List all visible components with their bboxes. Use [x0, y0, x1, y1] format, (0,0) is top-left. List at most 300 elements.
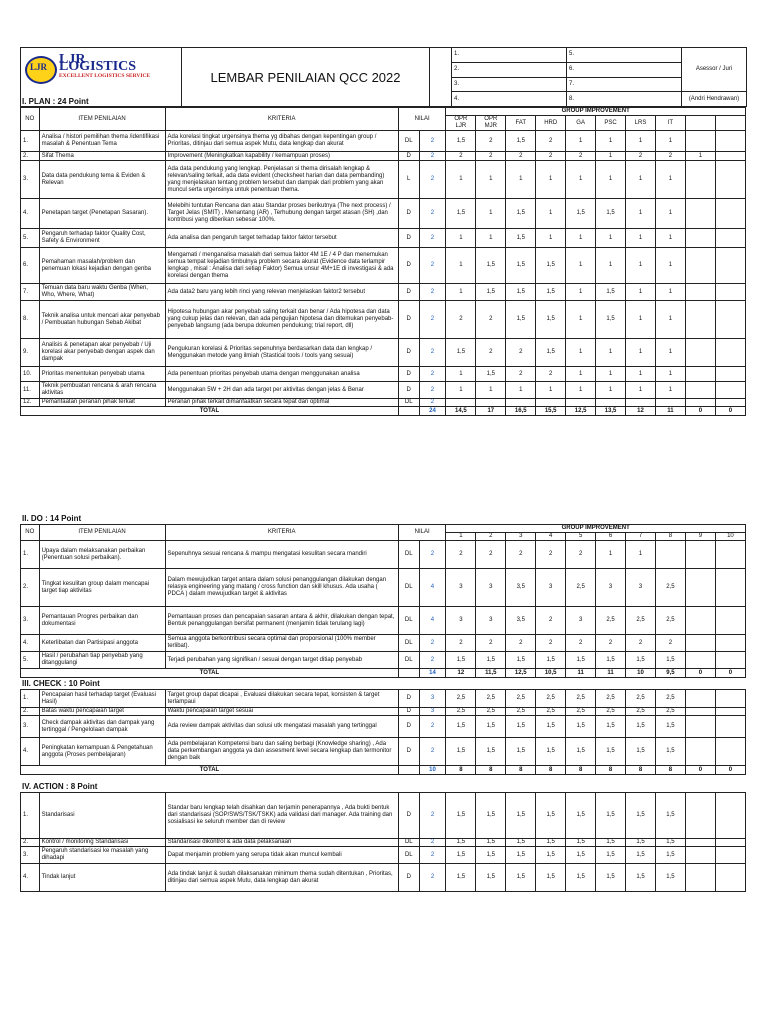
row-nilai: 2 — [419, 839, 446, 847]
col-item: ITEM PENILAIAN — [39, 108, 165, 131]
row-score: 1,5 — [446, 131, 476, 152]
row-score: 2 — [506, 339, 536, 367]
slot-1: 1. — [452, 48, 567, 63]
row-nilai: 2 — [419, 652, 446, 669]
row-score: 1,5 — [476, 716, 506, 738]
row-score: 1,5 — [476, 864, 506, 892]
group-col-2: 2 — [476, 533, 506, 541]
row-score — [685, 367, 715, 382]
row-score: 1,5 — [626, 738, 656, 766]
row-score — [506, 399, 536, 407]
row-score — [446, 399, 476, 407]
row-score: 1,5 — [446, 847, 476, 864]
row-nilai: 2 — [419, 716, 446, 738]
row-score: 3,5 — [506, 569, 536, 607]
row-no: 4. — [21, 635, 40, 652]
row-nilai: 4 — [419, 607, 446, 635]
row-score: 1,5 — [536, 864, 566, 892]
row-score: 1,5 — [506, 131, 536, 152]
total-score: 0 — [715, 669, 745, 678]
row-score: 2,5 — [566, 708, 596, 716]
row-item: Tingkat kesulitan group dalam mencapai target tiap aktivitas — [39, 569, 165, 607]
row-score — [715, 399, 745, 407]
row-score — [685, 382, 715, 399]
row-score: 2,5 — [446, 708, 476, 716]
total-score: 8 — [656, 766, 686, 775]
row-score: 1 — [655, 301, 685, 339]
row-nilai: 2 — [419, 793, 446, 839]
row-score: 2 — [566, 541, 596, 569]
row-score: 2 — [446, 635, 476, 652]
total-row — [21, 766, 746, 775]
row-score — [685, 708, 715, 716]
row-no: 5. — [21, 229, 40, 248]
row-nilai: 4 — [419, 569, 446, 607]
total-score: 0 — [715, 407, 745, 416]
row-dl: D — [398, 284, 419, 301]
group-col-1: OPR LJR — [446, 116, 476, 131]
row-score — [715, 541, 745, 569]
row-nilai: 2 — [419, 284, 446, 301]
total-score: 11 — [566, 669, 596, 678]
row-score: 1,5 — [536, 284, 566, 301]
row-dl: D — [398, 248, 419, 284]
row-score: 1,5 — [506, 738, 536, 766]
row-kriteria: Semua anggota berkontribusi secara optimal dan proporsional (100% member terlibat). — [165, 635, 398, 652]
row-score: 1,5 — [506, 248, 536, 284]
row-kriteria: Standar baru lengkap telah disahkan dan terjamin penerapannya , Ada bukti bentuk dari standarisasi (SOP/SWS/TSK/TSKK) ada validasi dari manager. Ada training dan sosialisasi ke seluruh member dan di review — [165, 793, 398, 839]
row-score: 2,5 — [566, 690, 596, 708]
row-no: 2. — [21, 839, 40, 847]
row-no: 1. — [21, 541, 40, 569]
row-score: 1,5 — [596, 793, 626, 839]
row-score: 1,5 — [626, 839, 656, 847]
row-item: Hasil / perubahan tiap penyebab yang ditanggulangi — [39, 652, 165, 669]
group-col-3: FAT — [506, 116, 536, 131]
row-kriteria: Ada analisa dan pengaruh target terhadap faktor faktor tersebut — [165, 229, 398, 248]
row-dl: DL — [398, 131, 419, 152]
row-kriteria: Dalam mewujudkan target antara dalam solusi penanggulangan dilakukan dengan relasya engineering yang matang / cross function dan skill khusus. Ada usaha ( PDCA ) dalam mewujudkan target & aktivitas — [165, 569, 398, 607]
row-score — [715, 864, 745, 892]
row-score: 1,5 — [566, 847, 596, 864]
row-score — [685, 131, 715, 152]
row-score: 1,5 — [566, 738, 596, 766]
row-score — [715, 569, 745, 607]
assessor-name: (Andri Hendrawan) — [682, 92, 747, 107]
total-label: TOTAL — [21, 407, 399, 416]
row-score: 1 — [566, 284, 596, 301]
row-score: 2 — [476, 541, 506, 569]
row-score — [685, 399, 715, 407]
row-score: 1,5 — [656, 738, 686, 766]
row-score: 1,5 — [506, 793, 536, 839]
row-nilai: 2 — [419, 199, 446, 229]
row-score — [685, 690, 715, 708]
row-score: 1,5 — [446, 199, 476, 229]
row-dl: DL — [398, 652, 419, 669]
row-nilai: 2 — [419, 738, 446, 766]
row-nilai: 2 — [419, 229, 446, 248]
row-score — [685, 339, 715, 367]
row-score: 1 — [655, 229, 685, 248]
total-score: 9,5 — [655, 669, 685, 678]
row-item: Teknik analisa untuk mencari akar penyebab / Pembuatan hubungan Sebab Akibat — [39, 301, 165, 339]
row-score: 1,5 — [626, 793, 656, 839]
row-score: 2,5 — [506, 690, 536, 708]
row-score: 2 — [446, 152, 476, 161]
row-score: 2 — [446, 541, 476, 569]
row-dl: D — [398, 738, 419, 766]
total-score: 0 — [685, 766, 715, 775]
row-score: 3,5 — [506, 607, 536, 635]
row-item: Keterlibatan dan Partisipasi anggota — [39, 635, 165, 652]
slot-7: 7. — [567, 77, 682, 92]
row-no: 1. — [21, 793, 40, 839]
group-col-10 — [715, 116, 745, 131]
row-score: 3 — [536, 569, 566, 607]
row-score: 1 — [446, 229, 476, 248]
group-col-3: 3 — [506, 533, 536, 541]
row-score: 1,5 — [476, 839, 506, 847]
row-nilai: 2 — [419, 301, 446, 339]
row-nilai: 2 — [419, 152, 446, 161]
row-no: 6. — [21, 248, 40, 284]
row-item: Teknik pembuatan rencana & arah rencana aktivitas — [39, 382, 165, 399]
action-title: IV. ACTION : 8 Point — [22, 782, 98, 791]
row-score: 1,5 — [446, 652, 476, 669]
table-row — [21, 382, 746, 399]
group-col-7: 7 — [626, 533, 656, 541]
row-no: 1. — [21, 131, 40, 152]
total-score: 8 — [566, 766, 596, 775]
row-score: 2,5 — [626, 708, 656, 716]
total-score: 8 — [596, 766, 626, 775]
row-kriteria: Improvement (Meningkatkan kapability / kemampuan proses) — [165, 152, 398, 161]
row-dl: L — [398, 161, 419, 199]
row-item: Batas waktu pencapaian target — [39, 708, 165, 716]
row-score: 1 — [566, 248, 596, 284]
row-score: 2 — [536, 131, 566, 152]
row-score: 1 — [446, 161, 476, 199]
table-row — [21, 367, 746, 382]
group-col-5: GA — [566, 116, 596, 131]
row-kriteria: Ada data pendukung yang lengkap. Penjelasan si thema dirisalah lengkap & relevan/saling terkait, ada data evident (checksheet harian dan data pembanding) yang menjelaskan tentang problem tersebut dan dampak dari problem yang akan muncul serta urgensinya untuk penentuan thema. — [165, 161, 398, 199]
row-score: 1 — [596, 541, 626, 569]
table-row — [21, 793, 746, 839]
row-score: 1,5 — [656, 847, 686, 864]
row-score: 1 — [506, 382, 536, 399]
row-score — [685, 199, 715, 229]
row-dl: D — [398, 152, 419, 161]
row-score: 1,5 — [536, 652, 566, 669]
row-dl: DL — [398, 541, 419, 569]
row-nilai: 2 — [419, 367, 446, 382]
row-no: 4. — [21, 738, 40, 766]
total-nilai: 24 — [419, 407, 446, 416]
table-row — [21, 716, 746, 738]
table-row — [21, 248, 746, 284]
row-score: 1,5 — [596, 738, 626, 766]
row-score — [566, 399, 596, 407]
row-dl: D — [398, 301, 419, 339]
col-group-improvement: GROUP IMPROVEMENT — [446, 108, 746, 116]
group-col-4: 4 — [536, 533, 566, 541]
row-score — [715, 690, 745, 708]
row-score: 1 — [626, 131, 656, 152]
row-score: 2,5 — [626, 690, 656, 708]
total-score: 11 — [596, 669, 626, 678]
row-nilai: 2 — [419, 339, 446, 367]
row-score — [655, 399, 685, 407]
row-item: Sifat Thema — [39, 152, 165, 161]
row-score: 2 — [536, 635, 566, 652]
row-score: 1,5 — [655, 652, 685, 669]
row-score: 1,5 — [506, 284, 536, 301]
table-row — [21, 864, 746, 892]
row-no: 7. — [21, 284, 40, 301]
row-score: 1 — [626, 367, 656, 382]
row-score: 3 — [446, 569, 476, 607]
row-score: 1,5 — [626, 847, 656, 864]
row-score — [685, 301, 715, 339]
row-score: 2 — [476, 301, 506, 339]
row-score: 2 — [476, 339, 506, 367]
row-score: 1 — [536, 229, 566, 248]
row-score: 2 — [476, 152, 506, 161]
row-score: 2,5 — [476, 690, 506, 708]
total-score: 8 — [506, 766, 536, 775]
row-score — [715, 839, 745, 847]
row-score: 1 — [626, 382, 656, 399]
col-no: NO — [21, 108, 40, 131]
total-score: 12,5 — [506, 669, 536, 678]
row-item: Pemahaman masalah/problem dan penemuan lokasi kejadian dengan genba — [39, 248, 165, 284]
row-score: 1 — [626, 161, 656, 199]
row-score: 2 — [476, 635, 506, 652]
row-item: Pengaruh standarisasi ke masalah yang dihadapi — [39, 847, 165, 864]
ljr-logo: LJR LJR LOGISTICS EXCELLENT LOGISTICS SERVICE — [25, 56, 165, 86]
row-dl: D — [398, 716, 419, 738]
do-title: II. DO : 14 Point — [22, 514, 82, 523]
row-item: Upaya dalam melaksanakan perbaikan (Penentuan solusi perbaikan). — [39, 541, 165, 569]
row-score — [685, 229, 715, 248]
row-item: Check dampak aktivitas dan dampak yang tertinggal / Pengelolaan dampak — [39, 716, 165, 738]
total-label: TOTAL — [21, 766, 399, 775]
row-score — [685, 284, 715, 301]
row-score: 1,5 — [446, 339, 476, 367]
row-score: 1,5 — [596, 301, 626, 339]
row-no: 8. — [21, 301, 40, 339]
row-kriteria: Ada tindak lanjut & sudah dilaksanakan minimum thema sudah ditentukan , Prioritas, ditinjau dari semua aspek Mutu, data lengkap dan akurat — [165, 864, 398, 892]
row-score: 2 — [536, 607, 566, 635]
table-row — [21, 161, 746, 199]
row-score: 1,5 — [566, 199, 596, 229]
row-score: 1,5 — [476, 652, 506, 669]
row-item: Peningkatan kemampuan & Pengetahuan anggota (Proses pembelajaran) — [39, 738, 165, 766]
row-score: 1,5 — [596, 284, 626, 301]
row-score — [715, 635, 745, 652]
row-dl: D — [398, 229, 419, 248]
row-score: 1,5 — [656, 839, 686, 847]
row-score — [596, 399, 626, 407]
row-score: 1,5 — [566, 839, 596, 847]
row-dl: D — [398, 690, 419, 708]
row-dl: DL — [398, 399, 419, 407]
row-item: Pemanfaatan peranan pihak terkait — [39, 399, 165, 407]
row-no: 2. — [21, 569, 40, 607]
row-score — [715, 652, 745, 669]
row-score: 1,5 — [596, 847, 626, 864]
row-score: 1 — [626, 199, 656, 229]
col-no: NO — [21, 525, 40, 541]
row-score: 1 — [655, 339, 685, 367]
row-score: 1 — [655, 248, 685, 284]
row-score: 1,5 — [476, 284, 506, 301]
row-score: 1,5 — [536, 847, 566, 864]
row-score: 1 — [506, 161, 536, 199]
row-score: 1 — [566, 131, 596, 152]
col-group-improvement: GROUP IMPROVEMENT — [446, 525, 746, 533]
row-kriteria: Ada pembelajaran Kompetensi baru dan saling berbagi (Knowledge sharing) , Ada data perkembangan anggota ya dan assesment level secara lengkap dan termonitor dengan baik — [165, 738, 398, 766]
group-col-1: 1 — [446, 533, 476, 541]
table-row — [21, 229, 746, 248]
row-score: 1 — [476, 229, 506, 248]
row-dl: DL — [398, 569, 419, 607]
row-score: 1,5 — [536, 738, 566, 766]
row-score: 1 — [566, 382, 596, 399]
table-row — [21, 284, 746, 301]
row-score: 1,5 — [446, 738, 476, 766]
row-item: Pengaruh terhadap faktor Quality Cost, Safety & Environment — [39, 229, 165, 248]
row-score: 2,5 — [476, 708, 506, 716]
row-score: 1 — [655, 382, 685, 399]
row-kriteria: Target group dapat dicapai , Evaluasi dilakukan secara tepat, konsisten & target terlampaui — [165, 690, 398, 708]
row-kriteria: Standarisasi dikontrol & ada data pelaksanaan — [165, 839, 398, 847]
total-score: 14,5 — [446, 407, 476, 416]
row-score: 1 — [626, 229, 656, 248]
row-score — [715, 793, 745, 839]
row-nilai: 2 — [419, 847, 446, 864]
row-score — [685, 248, 715, 284]
row-score — [685, 652, 715, 669]
row-item: Standarisasi — [39, 793, 165, 839]
total-score: 10 — [626, 669, 656, 678]
row-nilai: 2 — [419, 131, 446, 152]
check-table — [20, 689, 746, 775]
row-score: 1 — [626, 248, 656, 284]
row-dl: D — [398, 339, 419, 367]
row-score — [655, 541, 685, 569]
row-score — [626, 399, 656, 407]
row-kriteria: Melebihi tuntutan Rencana dan atau Standar proses berikutnya (The next process) / Target Jelas (SMIT) , Menantang (AR) , Terhubung dengan target atasan (SH) ,dan kontribusi yang diberikan sebesar 100%. — [165, 199, 398, 229]
row-score: 2 — [655, 635, 685, 652]
row-score: 1,5 — [476, 847, 506, 864]
total-score: 12,5 — [566, 407, 596, 416]
row-score: 1 — [655, 367, 685, 382]
row-kriteria: Terjadi perubahan yang signifikan / sesuai dengan target ditiap penyebab — [165, 652, 398, 669]
row-score — [685, 793, 715, 839]
row-score: 2 — [536, 541, 566, 569]
total-score: 0 — [685, 407, 715, 416]
row-score — [685, 847, 715, 864]
row-score: 1,5 — [596, 864, 626, 892]
row-kriteria: Waktu pencapaian target sesuai — [165, 708, 398, 716]
group-col-6: 6 — [596, 533, 626, 541]
row-item: Pencapaian hasil terhadap target (Evaluasi Hasil) — [39, 690, 165, 708]
row-nilai: 2 — [419, 248, 446, 284]
row-dl: D — [398, 708, 419, 716]
total-score: 12 — [626, 407, 656, 416]
row-score: 1,5 — [506, 864, 536, 892]
group-col-10: 10 — [715, 533, 745, 541]
row-no: 3. — [21, 161, 40, 199]
row-score — [685, 738, 715, 766]
table-row — [21, 652, 746, 669]
row-score: 1,5 — [506, 301, 536, 339]
row-score: 1,5 — [446, 716, 476, 738]
row-no: 11. — [21, 382, 40, 399]
row-no: 9. — [21, 339, 40, 367]
row-score: 1 — [566, 229, 596, 248]
total-score: 0 — [685, 669, 715, 678]
row-score — [715, 301, 745, 339]
row-score: 1,5 — [656, 716, 686, 738]
row-score: 2,5 — [536, 690, 566, 708]
table-row — [21, 738, 746, 766]
col-kriteria: KRITERIA — [165, 108, 398, 131]
row-score: 1,5 — [506, 839, 536, 847]
row-score: 2 — [446, 301, 476, 339]
group-col-9: 9 — [685, 533, 715, 541]
total-score: 13,5 — [596, 407, 626, 416]
row-kriteria: Ada penentuan prioritas penyebab utama dengan menggunakan analisa — [165, 367, 398, 382]
row-no: 4. — [21, 864, 40, 892]
row-score: 1 — [596, 161, 626, 199]
row-score: 1 — [446, 382, 476, 399]
col-item: ITEM PENILAIAN — [39, 525, 165, 541]
row-score: 1 — [685, 152, 715, 161]
row-nilai: 2 — [419, 541, 446, 569]
group-col-7: LRS — [626, 116, 656, 131]
row-score: 1 — [596, 152, 626, 161]
col-nilai: NILAI — [398, 525, 446, 541]
row-score: 1,5 — [506, 199, 536, 229]
row-score: 2 — [626, 635, 656, 652]
row-score: 1,5 — [536, 248, 566, 284]
plan-table — [20, 107, 746, 416]
row-no: 3. — [21, 716, 40, 738]
row-nilai: 3 — [419, 708, 446, 716]
slot-5: 5. — [567, 48, 682, 63]
row-kriteria: Sepenuhnya sesuai rencana & mampu mengatasi kesulitan secara mandiri — [165, 541, 398, 569]
total-score: 11 — [655, 407, 685, 416]
row-item: Prioritas menentukan penyebab utama — [39, 367, 165, 382]
action-table — [20, 792, 746, 892]
row-score: 1 — [596, 248, 626, 284]
row-score: 2 — [655, 152, 685, 161]
row-nilai: 2 — [419, 161, 446, 199]
row-no: 12. — [21, 399, 40, 407]
row-score: 1,5 — [476, 367, 506, 382]
group-col-2: OPR MJR — [476, 116, 506, 131]
row-score: 1,5 — [506, 229, 536, 248]
row-kriteria: Hipotesa hubungan akar penyebab saling terkait dan benar / Ada hipotesa dan data yang cukup jelas dan relevan, dan ada pengujian hipotesa dan ditemukan penyebab-penyebab langsung (ada berupa dokumen pendukung; trial report, dll) — [165, 301, 398, 339]
row-score: 1 — [446, 367, 476, 382]
row-score: 1,5 — [626, 716, 656, 738]
group-col-9 — [685, 116, 715, 131]
row-score: 1,5 — [626, 652, 656, 669]
row-score: 1 — [596, 229, 626, 248]
